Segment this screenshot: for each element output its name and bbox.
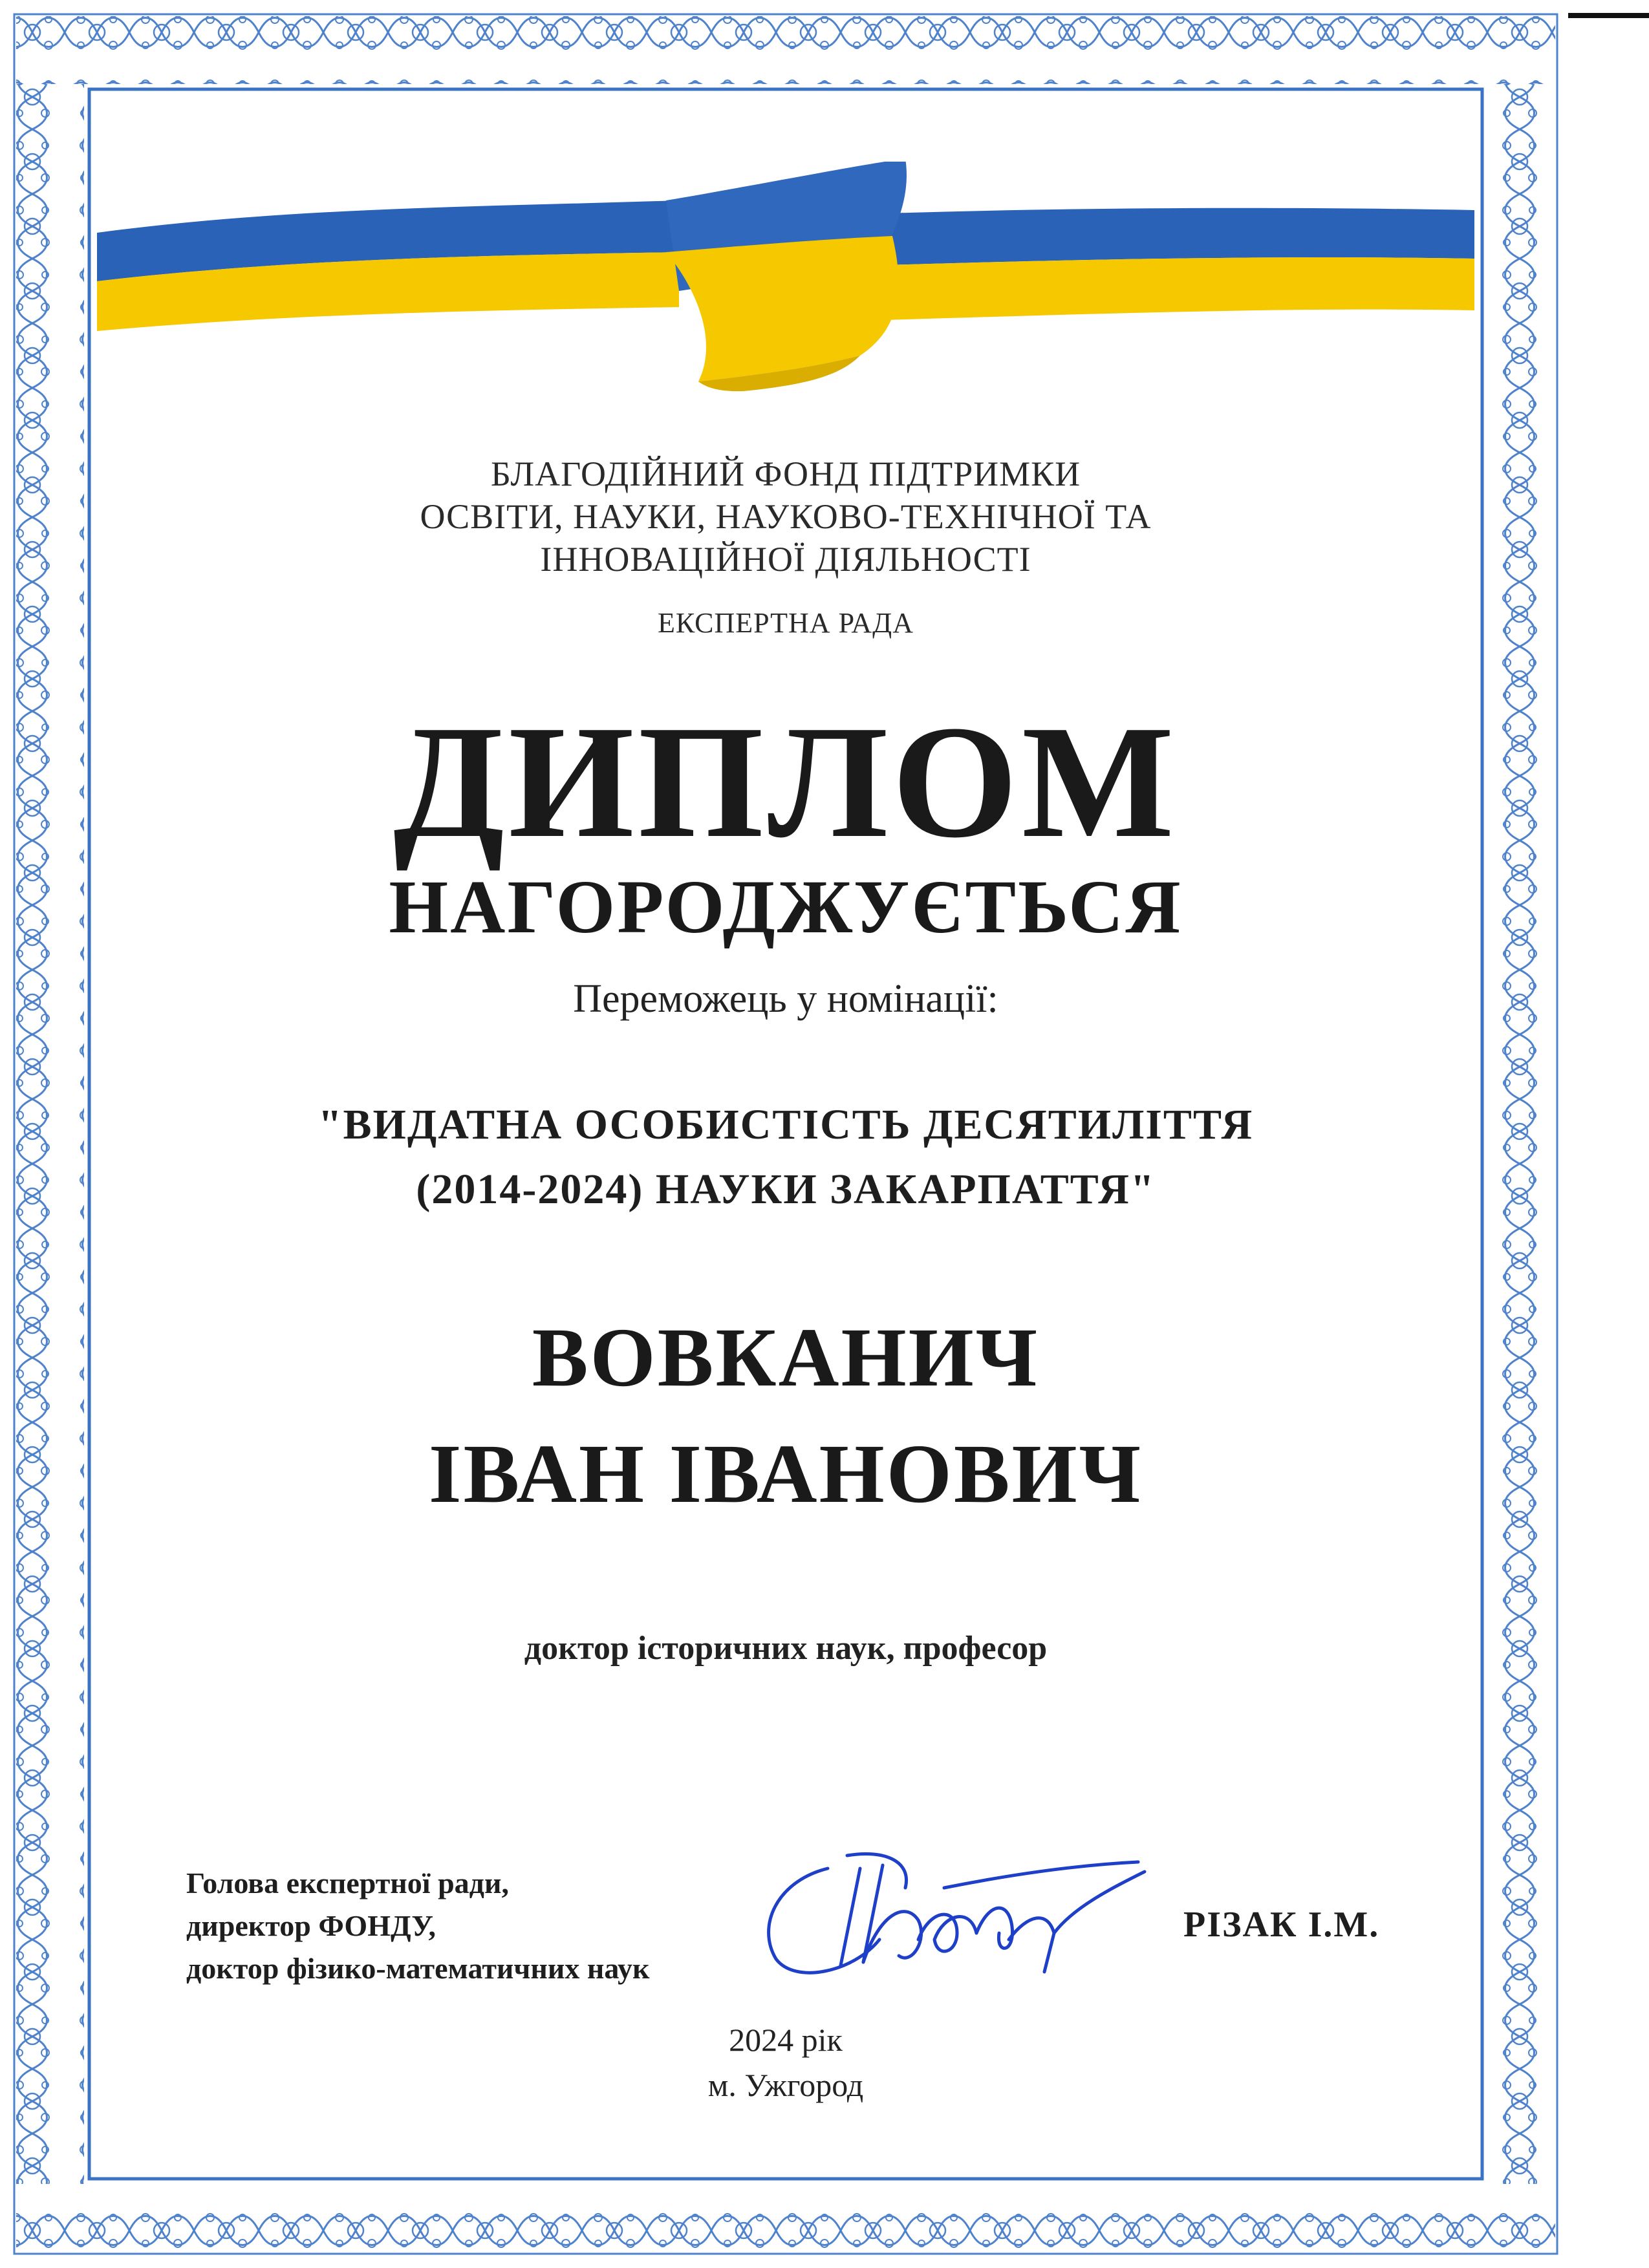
winner-intro: Переможець у номінації: [573,977,998,1021]
recipient-degree: доктор історичних наук, професор [524,1630,1048,1667]
awarded-heading: НАГОРОДЖУЄТЬСЯ [389,864,1183,949]
organization-line-3: ІННОВАЦІЙНОЇ ДІЯЛЬНОСТІ [540,540,1031,579]
expert-council-label: ЕКСПЕРТНА РАДА [658,607,914,639]
signatory-role-line-1: Голова експертної ради, [186,1867,509,1899]
diploma-title: ДИПЛОМ [393,692,1178,872]
recipient-surname: ВОВКАНИЧ [532,1311,1040,1404]
nomination-line-2: (2014-2024) НАУКИ ЗАКАРПАТТЯ" [416,1166,1156,1213]
ukrainian-flag-ribbon-icon [97,162,1474,394]
footer-year: 2024 рік [729,2022,843,2058]
signatory-role-line-3: доктор фізико-математичних наук [186,1952,650,1985]
organization-line-1: БЛАГОДІЙНИЙ ФОНД ПІДТРИМКИ [490,455,1081,493]
footer-city: м. Ужгород [707,2067,864,2103]
signatory-role [186,1862,650,1990]
signatory-name: РІЗАК І.М. [1183,1905,1380,1945]
recipient-given-names: ІВАН ІВАНОВИЧ [428,1428,1143,1521]
signatory-role-line-2: директор ФОНДУ, [186,1909,436,1942]
nomination-line-1: "ВИДАТНА ОСОБИСТІСТЬ ДЕСЯТИЛІТТЯ [318,1101,1254,1148]
organization-line-2: ОСВІТИ, НАУКИ, НАУКОВО-ТЕХНІЧНОЇ ТА [420,497,1152,536]
handwritten-signature-icon [750,1843,1151,1998]
scan-edge-mark [1568,13,1649,18]
